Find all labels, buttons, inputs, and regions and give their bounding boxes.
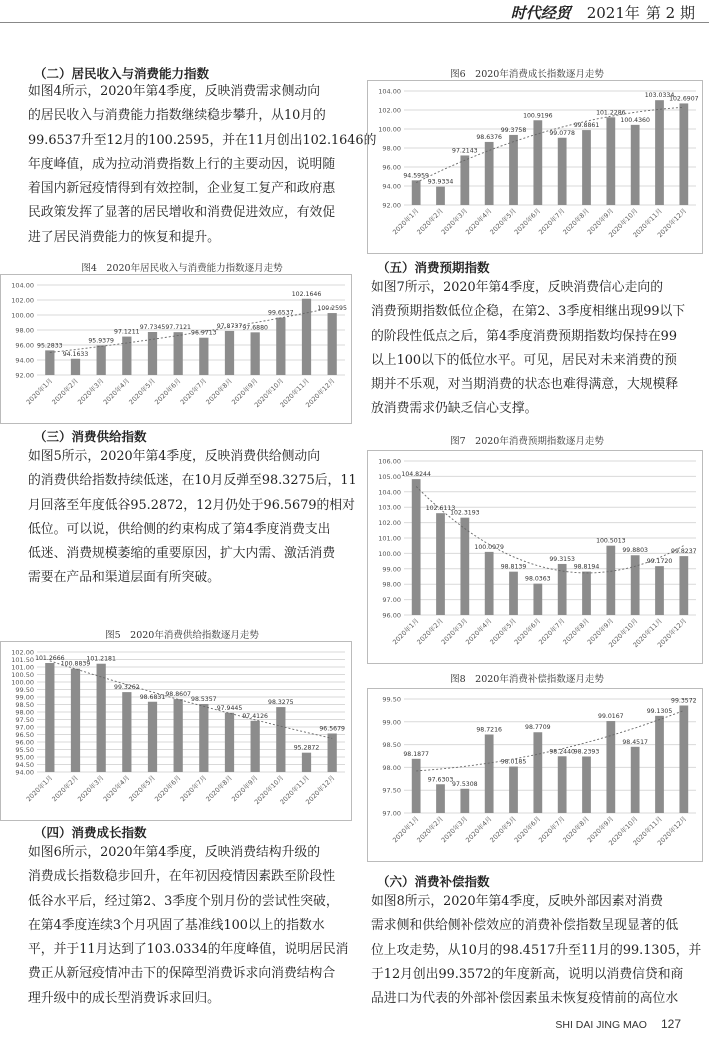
y-tick-label: 97.00 [382, 596, 401, 605]
data-label: 98.8607 [165, 691, 191, 699]
data-label: 98.5357 [191, 695, 217, 703]
y-tick-label: 98.00 [15, 708, 34, 717]
chart-figure-4 [0, 274, 352, 424]
x-tick-label: 2020年11月 [631, 206, 664, 240]
x-tick-label: 2020年3月 [439, 206, 470, 237]
data-label: 101.2286 [596, 109, 626, 117]
y-tick-label: 99.50 [382, 695, 401, 704]
section-title-compensation: （六）消费补偿指数 [377, 874, 490, 889]
data-label: 99.3262 [114, 684, 140, 692]
y-tick-label: 100.00 [11, 311, 34, 320]
chart-figure-7 [367, 450, 703, 664]
data-label: 103.0334 [644, 92, 675, 100]
x-tick-label: 2020年5月 [127, 773, 157, 804]
x-tick-label: 2020年9月 [585, 616, 616, 647]
y-tick-label: 105.00 [378, 472, 401, 481]
y-tick-label: 96.00 [382, 611, 401, 620]
data-label: 98.8139 [500, 563, 527, 571]
data-label: 94.5959 [403, 172, 429, 180]
x-tick-label: 2020年5月 [488, 814, 518, 845]
bar [302, 753, 311, 772]
data-label: 98.6376 [476, 133, 502, 141]
data-label: 98.2393 [573, 748, 600, 756]
y-tick-label: 97.50 [382, 786, 401, 795]
y-tick-label: 96.50 [15, 731, 34, 739]
data-label: 102.3193 [450, 509, 480, 517]
x-tick-label: 2020年1月 [391, 616, 421, 647]
data-label: 100.4360 [620, 116, 650, 124]
paragraph-compensation [371, 890, 702, 1011]
header-rule [0, 22, 709, 23]
x-tick-label: 2020年4月 [101, 376, 132, 407]
section-title-expectation: （五）消费预期指数 [377, 260, 490, 275]
y-tick-label: 99.00 [382, 565, 401, 574]
paragraph-line: 着国内新冠疫情得到有效控制，企业复工复产和政府惠 [28, 181, 336, 197]
x-tick-label: 2020年9月 [230, 376, 260, 407]
chart-figure-5 [0, 641, 352, 821]
header-year: 2021年 [586, 4, 640, 22]
x-tick-label: 2020年6月 [512, 814, 543, 845]
y-tick-label: 102.00 [378, 106, 401, 115]
x-tick-label: 2020年2月 [415, 206, 445, 237]
bar [460, 789, 469, 813]
data-label: 95.2872 [293, 744, 320, 752]
x-tick-label: 2020年3月 [439, 814, 470, 845]
paragraph-line: 如图7所示，2020年第4季度，反映消费信心走向的 [371, 280, 663, 295]
bar [679, 706, 688, 813]
x-tick-label: 2020年4月 [464, 616, 494, 647]
y-tick-label: 104.00 [378, 488, 401, 497]
bar [631, 555, 640, 615]
y-tick-label: 104.00 [11, 281, 34, 290]
bar [509, 135, 518, 205]
data-label: 100.2595 [317, 305, 347, 313]
data-label: 97.1211 [114, 328, 140, 336]
y-tick-label: 99.50 [15, 686, 34, 694]
paragraph-line: 年度峰值，成为拉动消费指数上行的主要动因，说明随 [28, 156, 336, 172]
bar [631, 125, 640, 205]
section-title-income: （二）居民收入与消费能力指数 [34, 66, 210, 81]
y-tick-label: 96.00 [382, 163, 401, 172]
data-label: 97.7121 [165, 324, 191, 332]
x-tick-label: 2020年2月 [415, 814, 445, 845]
x-tick-label: 2020年9月 [230, 773, 260, 804]
x-tick-label: 2020年4月 [464, 814, 494, 845]
paragraph-line: 低位。可以说，供给侧的约束构成了第4季度消费支出 [28, 521, 331, 537]
paragraph-line: 费正从新冠疫情冲击下的保障型消费诉求向消费结构合 [28, 966, 336, 982]
data-label: 94.1633 [62, 350, 89, 358]
x-tick-label: 2020年9月 [585, 206, 616, 237]
y-tick-label: 102.00 [11, 648, 34, 657]
x-tick-label: 2020年7月 [178, 376, 209, 407]
magazine-name: 时代经贸 [510, 4, 571, 22]
paragraph-line: 位上攻走势，从10月的98.4517升至11月的99.1305，并 [371, 942, 702, 958]
paragraph-line: 低迷、消费规模萎缩的重要原因，扩大内需、激活消费 [28, 546, 336, 562]
data-label: 99.6537 [268, 309, 294, 317]
y-tick-label: 97.00 [15, 723, 34, 732]
paragraph-line: 平，并于11月达到了103.0334的年度峰值，说明居民消 [28, 942, 349, 958]
paragraph-line: 消费预期指数低位企稳，在第2、3季度相继出现99以下 [371, 304, 686, 320]
bar [199, 704, 208, 772]
y-tick-label: 100.00 [378, 125, 401, 134]
y-tick-label: 95.50 [15, 746, 34, 754]
bar [606, 546, 615, 615]
figure-caption-7: 图7 2020年消费预期指数逐月走势 [450, 436, 604, 447]
data-label: 98.2440 [549, 748, 575, 756]
y-tick-label: 98.50 [382, 741, 401, 750]
bar [460, 518, 469, 615]
bar [148, 702, 157, 772]
paragraph-line: 月回落至年度低谷95.2872，12月仍处于96.5679的相对 [28, 497, 355, 513]
bar [533, 732, 542, 813]
data-label: 97.8737 [216, 322, 243, 330]
data-label: 98.7709 [525, 724, 551, 732]
y-tick-label: 104.00 [378, 87, 401, 96]
x-tick-label: 2020年3月 [76, 376, 106, 407]
y-tick-label: 98.00 [382, 144, 401, 153]
x-tick-label: 2020年12月 [655, 616, 689, 650]
data-label: 95.2833 [37, 342, 63, 350]
x-tick-label: 2020年8月 [561, 814, 591, 845]
data-label: 102.6113 [425, 505, 456, 513]
data-label: 102.6907 [669, 95, 699, 103]
paragraph-line: 进了居民消费能力的恢复和提升。 [28, 229, 220, 245]
bar [436, 187, 445, 205]
bar [412, 479, 421, 615]
bar [45, 663, 54, 772]
bar [436, 513, 445, 615]
y-tick-label: 94.50 [15, 761, 34, 769]
data-label: 99.0778 [549, 129, 575, 137]
paragraph-growth [28, 841, 349, 1011]
data-label: 99.8803 [622, 547, 648, 555]
data-label: 98.3275 [268, 699, 294, 707]
paragraph-expectation [371, 276, 686, 422]
bar [302, 299, 311, 375]
y-tick-label: 95.00 [15, 753, 34, 762]
header-issue: 第 2 期 [645, 4, 695, 22]
bar [655, 716, 664, 813]
x-tick-label: 2020年1月 [391, 814, 421, 845]
x-tick-label: 2020年3月 [76, 773, 106, 804]
paragraph-line: 期并不乐观，对当期消费的状态也难得满意，大规模释 [371, 377, 679, 393]
data-label: 93.9334 [427, 178, 454, 186]
x-tick-label: 2020年11月 [278, 773, 311, 807]
bar [225, 331, 234, 375]
bar [558, 138, 567, 205]
x-tick-label: 2020年6月 [153, 376, 183, 407]
paragraph-line: 消费成长指数稳步回升，在年初因疫情因素跌至阶段性 [28, 869, 336, 885]
paragraph-line: 理升级中的成长型消费诉求回归。 [28, 990, 220, 1006]
bar [412, 180, 421, 205]
data-label: 95.9379 [88, 337, 114, 345]
y-tick-label: 96.00 [15, 341, 34, 350]
data-label: 99.1720 [646, 558, 673, 566]
paragraph-line: 在第4季度连续3个月巩固了基准线100以上的指数水 [28, 917, 325, 933]
data-label: 97.2143 [452, 147, 478, 155]
chart-figure-6 [367, 80, 703, 254]
y-tick-label: 98.00 [382, 763, 401, 772]
data-label: 98.7216 [476, 726, 502, 734]
y-tick-label: 100.00 [11, 678, 34, 687]
x-tick-label: 2020年5月 [488, 616, 518, 647]
x-tick-label: 2020年5月 [488, 206, 518, 237]
paragraph-line: 如图6所示，2020年第4季度，反映消费结构升级的 [28, 845, 320, 860]
x-tick-label: 2020年3月 [439, 616, 470, 647]
x-tick-label: 2020年7月 [537, 616, 567, 647]
y-tick-label: 98.00 [382, 580, 401, 589]
y-tick-label: 92.00 [15, 371, 34, 380]
bar [71, 359, 80, 375]
x-tick-label: 2020年6月 [512, 206, 543, 237]
y-tick-label: 100.00 [378, 549, 401, 558]
x-tick-label: 2020年7月 [178, 773, 209, 804]
data-label: 97.9445 [216, 704, 243, 712]
x-tick-label: 2020年8月 [561, 206, 591, 237]
page-number: 127 [660, 1017, 681, 1031]
figure-caption-6: 图6 2020年消费成长指数逐月走势 [450, 69, 604, 80]
x-tick-label: 2020年12月 [655, 206, 689, 240]
bar [679, 556, 688, 615]
bar [328, 733, 337, 772]
data-label: 96.5679 [319, 725, 345, 733]
data-label: 99.8237 [671, 548, 697, 556]
bar [679, 103, 688, 205]
x-tick-label: 2020年4月 [464, 206, 494, 237]
x-tick-label: 2020年8月 [204, 376, 234, 407]
paragraph-line: 99.6537升至12月的100.2595，并在11月创出102.1646的 [28, 132, 377, 148]
x-tick-label: 2020年11月 [278, 376, 311, 410]
data-label: 99.8861 [573, 122, 600, 130]
paragraph-line: 品进口为代表的外部补偿因素虽未恢复疫情前的高位水 [371, 991, 679, 1007]
data-label: 99.0167 [598, 713, 624, 721]
bar [328, 313, 337, 375]
x-tick-label: 2020年1月 [24, 773, 55, 804]
figure-caption-5: 图5 2020年消费供给指数逐月走势 [105, 630, 259, 641]
page-footer [555, 1017, 681, 1031]
bar [485, 552, 494, 615]
bar [174, 332, 183, 375]
data-label: 98.1877 [403, 750, 429, 758]
data-label: 99.3572 [671, 697, 697, 705]
x-tick-label: 2020年1月 [391, 206, 421, 237]
data-label: 100.8839 [60, 660, 91, 668]
x-tick-label: 2020年4月 [101, 773, 132, 804]
footer-text: SHI DAI JING MAO [555, 1019, 647, 1031]
x-tick-label: 2020年7月 [537, 206, 567, 237]
x-tick-label: 2020年9月 [585, 814, 616, 845]
paragraph-supply [28, 445, 357, 591]
y-tick-label: 102.00 [378, 519, 401, 528]
data-label: 97.7345 [139, 323, 166, 331]
y-tick-label: 97.50 [15, 716, 34, 724]
data-label: 99.3758 [500, 126, 527, 134]
data-label: 100.0979 [474, 543, 504, 551]
paragraph-income [28, 80, 377, 250]
bar [148, 332, 157, 375]
y-tick-label: 99.00 [15, 693, 34, 702]
x-tick-label: 2020年10月 [607, 814, 640, 848]
y-tick-label: 94.00 [382, 182, 401, 191]
x-tick-label: 2020年10月 [607, 206, 640, 240]
bar [276, 318, 285, 375]
data-label: 97.6880 [242, 324, 268, 332]
bar [558, 564, 567, 615]
data-label: 98.6831 [139, 693, 166, 701]
paragraph-line: 的居民收入与消费能力指数继续稳步攀升，从10月的 [28, 108, 326, 124]
paragraph-line: 如图4所示，2020年第4季度，反映消费需求侧动向 [28, 84, 320, 99]
bar [412, 759, 421, 813]
x-tick-label: 2020年2月 [50, 376, 80, 407]
data-label: 96.9713 [191, 329, 217, 337]
y-tick-label: 92.00 [382, 201, 401, 210]
y-tick-label: 94.00 [15, 356, 34, 365]
bar [533, 584, 542, 615]
data-label: 101.2666 [35, 655, 65, 663]
paragraph-line: 放消费需求仍缺乏信心支撑。 [371, 401, 538, 417]
bar [533, 120, 542, 205]
paragraph-line: 于12月创出99.3572的年度新高，说明以消费信贷和商 [371, 966, 684, 982]
y-tick-label: 101.50 [11, 656, 34, 664]
data-label: 101.2181 [86, 655, 116, 663]
paragraph-line: 需求侧和供给侧补偿效应的消费补偿指数呈现显著的低 [371, 918, 679, 934]
data-label: 100.9196 [523, 112, 553, 120]
paragraph-line: 的阶段性低点之后，第4季度消费预期指数均保持在99 [371, 328, 677, 344]
bar [199, 338, 208, 375]
data-label: 98.0185 [500, 758, 527, 766]
bar [276, 707, 285, 772]
y-tick-label: 100.50 [11, 671, 34, 679]
bar [655, 566, 664, 615]
bar [558, 756, 567, 813]
section-title-supply: （三）消费供给指数 [34, 429, 147, 444]
bar [485, 734, 494, 813]
paragraph-line: 的消费供给指数持续低迷，在10月反弹至98.3275后，11 [28, 473, 357, 489]
bar [122, 692, 131, 772]
x-tick-label: 2020年2月 [415, 616, 445, 647]
x-tick-label: 2020年1月 [24, 376, 55, 407]
y-tick-label: 99.00 [382, 718, 401, 727]
y-tick-label: 103.00 [378, 503, 401, 512]
data-label: 99.3153 [549, 555, 575, 563]
data-label: 97.6303 [427, 776, 454, 784]
paragraph-line: 如图5所示，2020年第4季度，反映消费供给侧动向 [28, 449, 320, 464]
bar [251, 332, 260, 375]
section-title-growth: （四）消费成长指数 [34, 825, 147, 840]
paragraph-line: 需要在产品和渠道层面有所突破。 [28, 570, 220, 586]
x-tick-label: 2020年11月 [631, 616, 664, 650]
y-tick-label: 101.00 [378, 534, 401, 543]
x-tick-label: 2020年6月 [512, 616, 543, 647]
bar [606, 117, 615, 205]
bar [174, 699, 183, 772]
y-tick-label: 94.00 [15, 768, 34, 777]
running-header [505, 2, 695, 20]
y-tick-label: 101.00 [11, 663, 34, 672]
bar [71, 669, 80, 772]
x-tick-label: 2020年8月 [561, 616, 591, 647]
x-tick-label: 2020年8月 [204, 773, 234, 804]
y-tick-label: 98.00 [15, 326, 34, 335]
bar [509, 572, 518, 615]
data-label: 97.5308 [452, 780, 478, 788]
bar [582, 572, 591, 615]
data-label: 98.4517 [622, 738, 648, 746]
bar [97, 345, 106, 375]
chart-figure-8 [367, 688, 703, 862]
bar [225, 713, 234, 772]
y-tick-label: 106.00 [378, 457, 401, 466]
bar [582, 130, 591, 205]
y-tick-label: 97.00 [382, 809, 401, 818]
x-tick-label: 2020年10月 [252, 773, 286, 807]
x-tick-label: 2020年11月 [631, 814, 664, 848]
paragraph-line: 低谷水平后，经过第2、3季度个别月份的尝试性突破， [28, 893, 339, 909]
bar [509, 767, 518, 813]
data-label: 104.8244 [401, 471, 431, 479]
data-label: 98.0363 [525, 575, 551, 583]
data-label: 102.1646 [291, 290, 322, 298]
x-tick-label: 2020年12月 [304, 773, 337, 807]
y-tick-label: 96.00 [15, 738, 34, 747]
x-tick-label: 2020年5月 [127, 376, 157, 407]
bar [655, 100, 664, 205]
bar [582, 756, 591, 813]
x-tick-label: 2020年7月 [537, 814, 567, 845]
x-tick-label: 2020年6月 [153, 773, 183, 804]
bar [251, 721, 260, 772]
bar [45, 350, 54, 375]
data-label: 100.5013 [596, 537, 626, 545]
figure-caption-4: 图4 2020年居民收入与消费能力指数逐月走势 [81, 263, 283, 274]
paragraph-line: 以上100以下的低位水平。可见，居民对未来消费的预 [371, 352, 677, 368]
bar [631, 747, 640, 813]
bar [460, 155, 469, 205]
bar [97, 664, 106, 772]
paragraph-line: 如图8所示，2020年第4季度，反映外部因素对消费 [371, 894, 663, 909]
y-tick-label: 98.50 [15, 701, 34, 709]
x-tick-label: 2020年2月 [50, 773, 80, 804]
x-tick-label: 2020年12月 [655, 814, 689, 848]
x-tick-label: 2020年10月 [252, 376, 286, 410]
data-label: 99.1305 [646, 707, 673, 715]
data-label: 97.4126 [242, 712, 268, 720]
figure-caption-8: 图8 2020年消费补偿指数逐月走势 [450, 674, 604, 685]
data-label: 98.8194 [573, 563, 600, 571]
y-tick-label: 102.00 [11, 296, 34, 305]
x-tick-label: 2020年10月 [607, 616, 640, 650]
x-tick-label: 2020年12月 [304, 376, 337, 410]
bar [436, 784, 445, 813]
paragraph-line: 民政策发挥了显著的居民增收和消费促进效应，有效促 [28, 205, 336, 221]
